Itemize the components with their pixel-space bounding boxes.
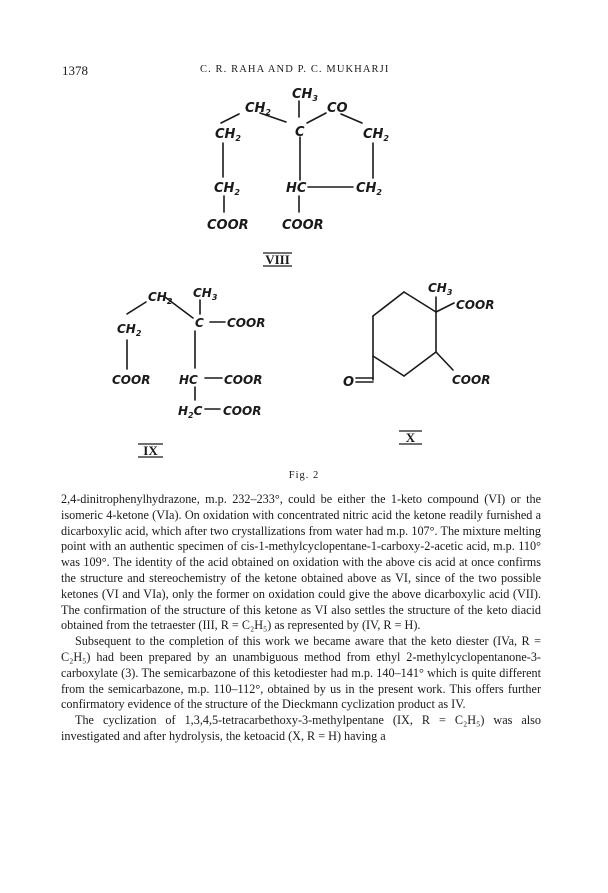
viii-coor-right: COOR — [282, 218, 324, 233]
paragraph: Subsequent to the completion of this work we became aware that the keto diester (IVa, R = C₂H₅) had been prepared by an unambiguous method from ethyl 2-methylcyclopentanone-3-carboxylate (3). The semicarbazone of this ketodiester had m.p. 140–141° which is quite different from the semicarbazone, m.p. 110–112°, obtained by us in the present work. This offers further confirmatory evidence of the structure of the Dieckmann cyclization product as IV. — [61, 634, 541, 712]
x-ch3-label: CH — [428, 281, 447, 295]
viii-ch2-right-subscript: 2 — [383, 134, 389, 143]
ix-ch3-subscript: 3 — [211, 293, 218, 302]
viii-ch2-left-subscript: 2 — [235, 134, 241, 143]
x-compound-label: X — [405, 430, 416, 445]
ix-compound-label: IX — [143, 443, 158, 458]
ix-coor-h2c: COOR — [223, 404, 262, 418]
page-number: 1378 — [62, 63, 88, 78]
svg-text:H2C — [178, 404, 203, 420]
viii-ch2-lower-right-subscript: 2 — [376, 188, 382, 197]
x-coor-bottom: COOR — [452, 373, 491, 387]
x-oxygen-label: O — [343, 375, 355, 390]
body-text — [61, 492, 541, 745]
ix-coor-hc: COOR — [224, 373, 263, 387]
figure-2 — [60, 84, 540, 464]
svg-text:CH2 — [356, 181, 382, 197]
viii-ch2-lower-right-label: CH — [356, 181, 377, 196]
viii-ch2-a-subscript: 2 — [265, 108, 271, 117]
ix-quaternary-carbon: C — [195, 316, 204, 330]
viii-ch2-lower-subscript: 2 — [234, 188, 240, 197]
svg-text:CH2 — [148, 290, 173, 306]
viii-compound-label: VIII — [265, 252, 290, 267]
viii-coor-left: COOR — [207, 218, 249, 233]
viii-ch3-label: CH — [292, 87, 313, 102]
svg-text:CH3 — [193, 286, 218, 302]
ix-coor-left: COOR — [112, 373, 151, 387]
ix-ch3-label: CH — [193, 286, 212, 300]
viii-hc-label: HC — [286, 181, 307, 196]
ix-hc-label: HC — [179, 373, 198, 387]
running-head: C. R. RAHA AND P. C. MUKHARJI — [200, 64, 390, 75]
ix-ch2-left-label: CH — [117, 322, 136, 336]
paragraph: The cyclization of 1,3,4,5-tetracarbethoxy-3-methylpentane (IX, R = C₂H₅) was also investigated and after hydrolysis, the ketoacid (X, R = H) having a — [61, 713, 541, 743]
svg-text:CH2 — [215, 127, 241, 143]
ix-ch2-a-label: CH — [148, 290, 167, 304]
x-coor-top: COOR — [456, 298, 495, 312]
ix-ch2-a-subscript: 2 — [166, 297, 173, 306]
viii-ch3-subscript: 3 — [312, 94, 318, 103]
viii-ch2-lower-label: CH — [214, 181, 235, 196]
ix-h2c-h: H — [178, 404, 189, 418]
paragraph: 2,4-dinitrophenylhydrazone, m.p. 232–233°, could be either the 1-keto compound (VI) or the isomeric 4-ketone (VIa). On oxidation with concentrated nitric acid the ketone readily furnished a dicarboxylic acid, which after two crystallizations from water had m.p. 107°. The mixture melting point with an authentic specimen of cis-1-methylcyclopentane-1-carboxy-2-acetic acid, m.p. 110° was 109°. The identity of the acid obtained on oxidation with the above cis acid at once confirms the structure and stereochemistry of the ketone obtained above as VI, since of the two possible ketones (VI and VIa), only the former on oxidation could give the above dicarboxylic acid (VII). The confirmation of the structure of this ketone as VI also settles the structure of the keto diacid obtained from the tetraester (III, R = C₂H₅) as represented by (IV, R = H). — [61, 492, 541, 633]
viii-ch2-a-label: CH — [245, 101, 266, 116]
ix-h2c-c: C — [193, 404, 203, 418]
viii-ch2-left-label: CH — [215, 127, 236, 142]
x-ch3-subscript: 3 — [446, 288, 453, 297]
svg-text:CH2 — [117, 322, 142, 338]
ix-ch2-left-subscript: 2 — [135, 329, 142, 338]
svg-text:CH2 — [214, 181, 240, 197]
svg-text:CH3 — [428, 281, 453, 297]
ix-coor-quaternary: COOR — [227, 316, 266, 330]
viii-ch2-right-label: CH — [363, 127, 384, 142]
svg-text:CH2 — [363, 127, 389, 143]
viii-co-label: CO — [327, 101, 348, 116]
svg-text:CH2 — [245, 101, 271, 117]
viii-central-carbon: C — [295, 125, 305, 140]
figure-caption: Fig. 2 — [288, 470, 320, 481]
svg-text:CH3 — [292, 87, 318, 103]
ix-h2c-subscript: 2 — [188, 411, 194, 420]
